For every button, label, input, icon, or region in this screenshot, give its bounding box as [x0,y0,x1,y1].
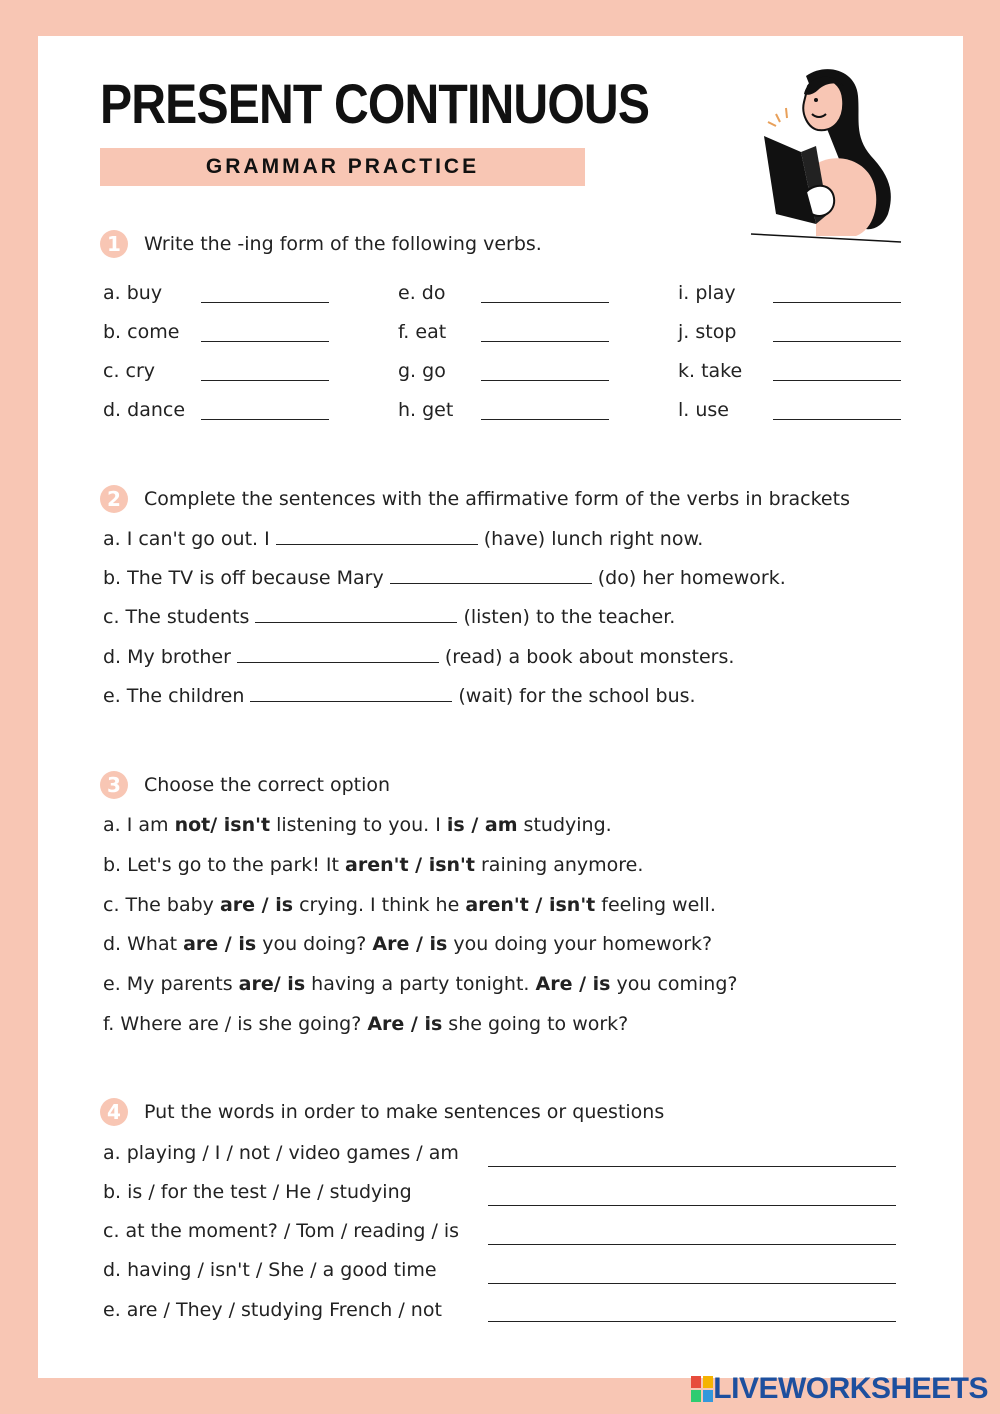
section-number-badge: 4 [100,1098,128,1126]
answer-blank[interactable] [201,419,329,420]
option-sentence: d. What are / is you doing? Are / is you doing your homework? [103,933,713,955]
section-number-badge: 3 [100,771,128,799]
page-subtitle: GRAMMAR PRACTICE [205,155,480,178]
answer-blank[interactable] [481,302,609,303]
verb-item: a. buy [103,282,163,304]
option-sentence: f. Where are / is she going? Are / is she going to work? [103,1013,629,1035]
answer-blank[interactable] [201,380,329,381]
verb-item: j. stop [678,321,737,343]
verb-item: d. dance [103,399,186,421]
section-3-instruction: Choose the correct option [144,774,391,796]
answer-blank[interactable] [255,608,457,623]
verb-item: g. go [398,360,446,382]
answer-blank[interactable] [481,419,609,420]
woman-reading-illustration [746,64,906,244]
verb-item: i. play [678,282,736,304]
option-choice[interactable]: Are / is [535,973,611,995]
sentence-item: c. The students (listen) to the teacher. [103,606,676,628]
verb-item: c. cry [103,360,156,382]
section-1-heading [100,230,542,258]
word-order-item: d. having / isn't / She / a good time [103,1259,437,1281]
verb-item: e. do [398,282,446,304]
option-choice[interactable]: Are / is [372,933,448,955]
option-sentence: c. The baby are / is crying. I think he aren't / isn't feeling well. [103,894,716,916]
answer-line[interactable] [488,1321,896,1322]
verb-item: h. get [398,399,454,421]
verb-item: b. come [103,321,180,343]
answer-blank[interactable] [237,648,439,663]
word-order-item: a. playing / I / not / video games / am [103,1142,459,1164]
sentence-item: a. I can't go out. I (have) lunch right now. [103,528,704,550]
option-sentence: b. Let's go to the park! It aren't / isn't raining anymore. [103,854,644,876]
sentence-item: e. The children (wait) for the school bus. [103,685,696,707]
answer-line[interactable] [488,1283,896,1284]
liveworksheets-logo[interactable] [691,1372,988,1406]
answer-blank[interactable] [276,530,478,545]
option-choice[interactable]: are / is [219,894,294,916]
section-4-heading [100,1098,664,1126]
sentence-item: d. My brother (read) a book about monsters. [103,646,735,668]
section-2-heading [100,485,850,513]
answer-blank[interactable] [390,569,592,584]
option-sentence: a. I am not/ isn't listening to you. I is / am studying. [103,814,612,836]
page-title: PRESENT CONTINUOUS [100,72,650,135]
word-order-item: e. are / They / studying French / not [103,1299,442,1321]
option-choice[interactable]: aren't / isn't [465,894,596,916]
liveworksheets-logo-icon [691,1376,713,1402]
worksheet-page [38,36,963,1378]
section-2-instruction: Complete the sentences with the affirmative form of the verbs in brackets [144,488,850,510]
answer-line[interactable] [488,1244,896,1245]
answer-blank[interactable] [773,302,901,303]
answer-blank[interactable] [201,302,329,303]
answer-line[interactable] [488,1166,896,1167]
section-1-instruction: Write the -ing form of the following verbs. [144,233,542,255]
answer-blank[interactable] [773,419,901,420]
answer-blank[interactable] [201,341,329,342]
section-3-heading [100,771,390,799]
option-choice[interactable]: Are / is [367,1013,443,1035]
subtitle-banner [100,148,585,186]
section-number-badge: 1 [100,230,128,258]
answer-blank[interactable] [481,380,609,381]
word-order-item: c. at the moment? / Tom / reading / is [103,1220,460,1242]
verb-item: k. take [678,360,743,382]
answer-blank[interactable] [773,380,901,381]
verb-item: l. use [678,399,729,421]
verb-item: f. eat [398,321,447,343]
liveworksheets-brand: LIVEWORKSHEETS [713,1372,988,1405]
option-choice[interactable]: are / is [183,933,257,955]
answer-line[interactable] [488,1205,896,1206]
option-sentence: e. My parents are/ is having a party tonight. Are / is you coming? [103,973,738,995]
option-choice[interactable]: not/ isn't [174,814,271,836]
option-choice[interactable]: aren't / isn't [345,854,475,876]
option-choice[interactable]: is / am [446,814,518,836]
section-4-instruction: Put the words in order to make sentences or questions [144,1101,665,1123]
section-number-badge: 2 [100,485,128,513]
sentence-item: b. The TV is off because Mary (do) her homework. [103,567,786,589]
option-choice[interactable]: are/ is [238,973,306,995]
answer-blank[interactable] [250,687,452,702]
answer-blank[interactable] [481,341,609,342]
answer-blank[interactable] [773,341,901,342]
word-order-item: b. is / for the test / He / studying [103,1181,412,1203]
